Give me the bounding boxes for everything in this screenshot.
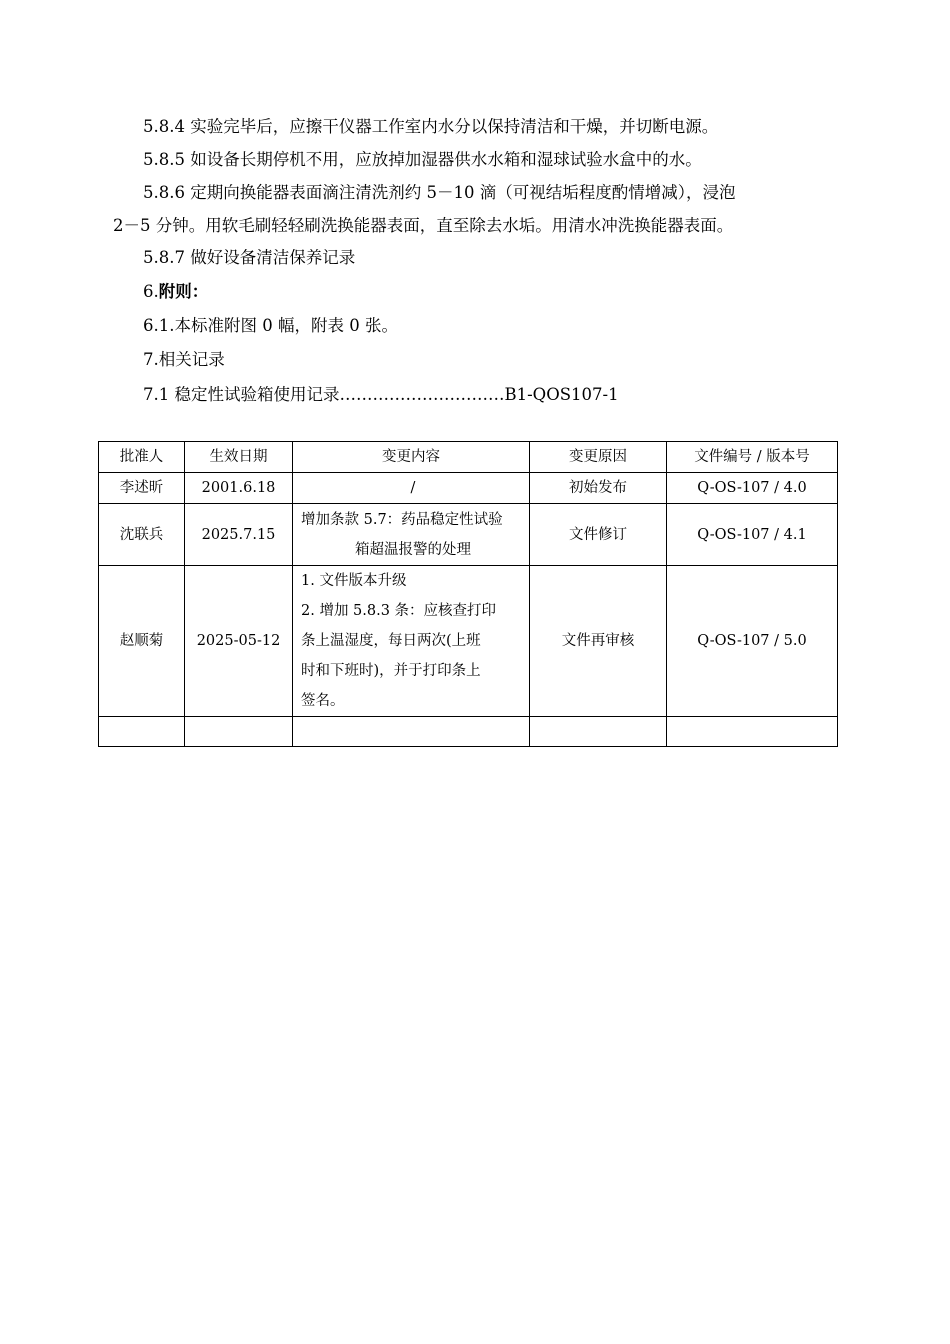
clause-5-8-7: 5.8.7 做好设备清洁保养记录 — [143, 248, 356, 267]
clause-6-1: 6.1.本标准附图 0 幅，附表 0 张。 — [143, 316, 398, 335]
doc-version-cell — [667, 717, 838, 747]
table-row — [99, 566, 838, 717]
section-6-title: 附则： — [158, 282, 209, 301]
date-cell: 2025.7.15 — [185, 504, 293, 566]
reason-cell: 文件修订 — [530, 504, 667, 566]
doc-version-cell: Q-OS-107 / 4.0 — [667, 473, 838, 504]
content-cell — [293, 504, 530, 566]
content-cell — [293, 473, 530, 504]
table-row — [99, 504, 838, 566]
content-line: / — [410, 480, 416, 496]
content-line: 1. 文件版本升级 — [301, 573, 407, 589]
approver-cell: 李述昕 — [99, 473, 185, 504]
clause-5-8-4: 5.8.4 实验完毕后，应擦干仪器工作室内水分以保持清洁和干燥，并切断电源。 — [143, 117, 719, 136]
reason-cell: 文件再审核 — [530, 566, 667, 717]
table-row — [99, 473, 838, 504]
content-line: 签名。 — [301, 693, 345, 709]
approver-cell: 沈联兵 — [99, 504, 185, 566]
content-line: 箱超温报警的处理 — [355, 541, 471, 558]
doc-version-cell: Q-OS-107 / 5.0 — [667, 566, 838, 717]
table-row-empty — [99, 717, 838, 747]
content-cell — [293, 717, 530, 747]
header-doc-version: 文件编号 / 版本号 — [667, 442, 838, 473]
clause-5-8-6-line-1: 5.8.6 定期向换能器表面滴注清洗剂约 5－10 滴（可视结垢程度酌情增减），浸泡 — [143, 183, 736, 202]
section-7-heading: 7.相关记录 — [143, 350, 225, 369]
section-6-number: 6. — [143, 282, 159, 301]
content-line: 增加条款 5.7：药品稳定性试验 — [301, 511, 503, 528]
clause-5-8-5: 5.8.5 如设备长期停机不用，应放掉加湿器供水水箱和湿球试验水盒中的水。 — [143, 150, 702, 169]
table-header-row — [99, 442, 838, 473]
doc-version-cell: Q-OS-107 / 4.1 — [667, 504, 838, 566]
approver-cell: 赵顺菊 — [99, 566, 185, 717]
content-line: 条上温湿度，每日两次(上班 — [301, 633, 481, 649]
content-line: 2. 增加 5.8.3 条：应核查打印 — [301, 603, 497, 619]
change-history-table — [98, 441, 838, 747]
reason-cell — [530, 717, 667, 747]
date-cell — [185, 717, 293, 747]
clause-7-1: 7.1 稳定性试验箱使用记录…………………………B1-QOS107-1 — [143, 385, 619, 404]
date-cell: 2025-05-12 — [185, 566, 293, 717]
content-cell — [293, 566, 530, 717]
date-cell: 2001.6.18 — [185, 473, 293, 504]
section-6-heading — [113, 275, 838, 308]
header-change-content: 变更内容 — [293, 442, 530, 473]
header-effective-date: 生效日期 — [185, 442, 293, 473]
approver-cell — [99, 717, 185, 747]
content-line: 时和下班时)，并于打印条上 — [301, 663, 481, 679]
reason-cell: 初始发布 — [530, 473, 667, 504]
header-change-reason: 变更原因 — [530, 442, 667, 473]
clause-5-8-6-line-2: 2－5 分钟。用软毛刷轻轻刷洗换能器表面，直至除去水垢。用清水冲洗换能器表面。 — [113, 216, 734, 235]
header-approver: 批准人 — [99, 442, 185, 473]
